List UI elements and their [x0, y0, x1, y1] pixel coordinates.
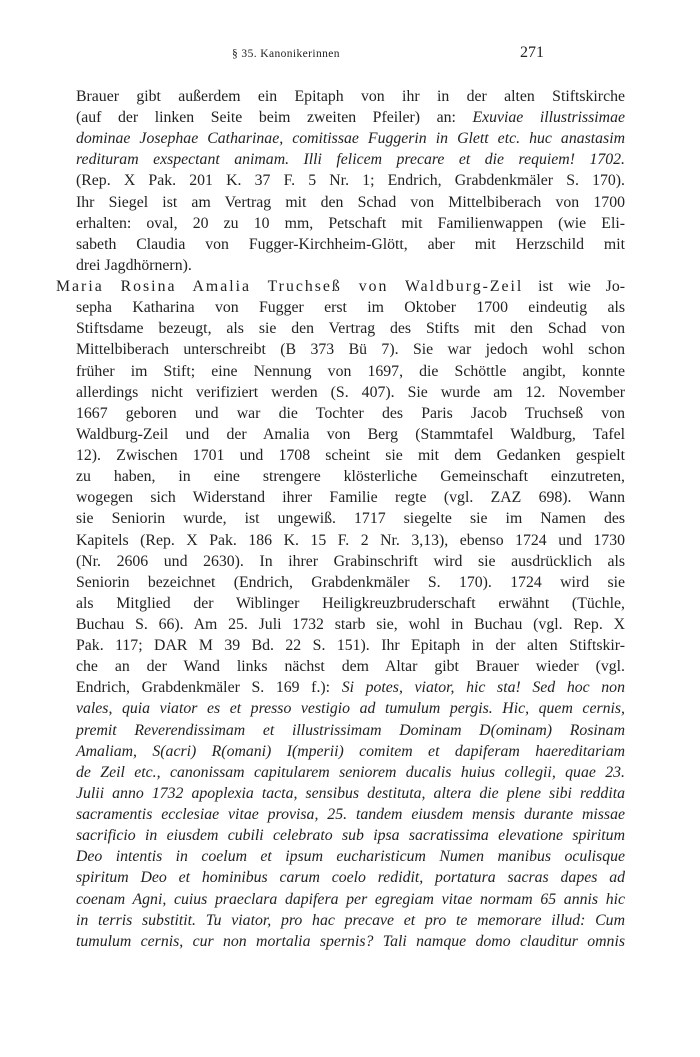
text-run: drei Jagdhörnern). — [76, 256, 192, 274]
text-line — [76, 129, 625, 149]
text-run: 12). Zwischen 1701 und 1708 scheint sie mit dem Gedanken gespielt — [76, 447, 625, 465]
text-run: (Nr. 2606 und 2630). In ihrer Grabinschrift wird sie ausdrücklich als — [76, 552, 625, 570]
latin-quote: de Zeil etc., canonissam capitularem seniorem ducalis huius collegii, quae 23. — [76, 763, 625, 781]
latin-quote: in terris substitit. Tu viator, pro hac precave et pro te memorare illud: Cum — [76, 911, 625, 929]
latin-quote: tumulum cernis, cur non mortalia spernis? Tali namque domo clauditur omnis — [76, 932, 625, 950]
text-run: sie Seniorin wurde, ist ungewiß. 1717 siegelte sie im Namen des — [76, 510, 625, 528]
text-run: früher im Stift; eine Nennung von 1697, die Schöttle angibt, konnte — [76, 362, 625, 380]
text-run: Stiftsdame bezeugt, als sie den Vertrag des Stifts mit den Schad von — [76, 320, 625, 338]
text-line — [76, 784, 625, 804]
text-line — [76, 467, 625, 487]
latin-quote: redituram exspectant animam. Illi felicem precare et die requiem! 1702. — [76, 151, 625, 169]
text-line — [76, 171, 625, 191]
text-run: Seniorin bezeichnet (Endrich, Grabdenkmäler S. 170). 1724 wird sie — [76, 573, 625, 591]
latin-quote: sacrificio in eiusdem cubili celebrato sub ipsa sacratissima elevatione spiritum — [76, 827, 625, 845]
latin-quote: sacramentis ecclesiae vitae provisa, 25. tandem eiusdem mensis durante missae — [76, 806, 625, 824]
text-line — [76, 826, 625, 846]
text-run: allerdings nicht verifiziert werden (S. 407). Sie wurde am 12. November — [76, 383, 625, 401]
text-line — [76, 805, 625, 825]
text-line — [76, 678, 625, 698]
text-line — [76, 340, 625, 360]
text-line — [76, 256, 192, 276]
text-run: wogegen sich Widerstand ihrer Familie regte (vgl. ZAZ 698). Wann — [76, 489, 625, 507]
latin-quote: spiritum Deo et hominibus carum coelo redidit, portatura sacras dapes ad — [76, 869, 625, 887]
text-line — [76, 214, 625, 234]
text-run: (auf der linken Seite beim zweiten Pfeiler) an: — [76, 109, 473, 127]
latin-quote: Deo intentis in coelum et ipsum eucharisticum Numen manibus oculisque — [76, 848, 625, 866]
text-line — [76, 87, 625, 107]
text-run: (Rep. X Pak. 201 K. 37 F. 5 Nr. 1; Endrich, Grabdenkmäler S. 170). — [76, 172, 625, 190]
text-run: Mittelbiberach unterschreibt (B 373 Bü 7). Sie war jedoch wohl schon — [76, 341, 625, 359]
text-line — [76, 193, 625, 213]
text-line — [76, 531, 625, 551]
text-line — [76, 509, 625, 529]
text-run: Pak. 117; DAR M 39 Bd. 22 S. 151). Ihr Epitaph in der alten Stiftskir- — [76, 637, 625, 655]
text-line — [76, 488, 625, 508]
text-line — [76, 657, 625, 677]
text-line — [76, 615, 625, 635]
text-run: Brauer gibt außerdem ein Epitaph von ihr in der alten Stiftskirche — [76, 88, 625, 105]
text-line — [76, 847, 625, 867]
text-line — [76, 721, 625, 741]
latin-quote: Si potes, viator, hic sta! Sed hoc non — [341, 679, 625, 697]
text-line — [76, 594, 625, 614]
latin-quote: coenam Agni, cuius praeclara dapifera per egregiam vitae normam 65 annis hic — [76, 890, 625, 908]
text-run: che an der Wand links nächst dem Altar gibt Brauer wieder (vgl. — [76, 658, 625, 676]
text-line — [76, 150, 625, 170]
page-number: 271 — [520, 44, 544, 61]
page-header — [0, 44, 700, 68]
text-line — [76, 362, 625, 382]
text-run: erhalten: oval, 20 zu 10 mm, Petschaft mit Familienwappen (wie Eli- — [76, 214, 625, 232]
text-line — [76, 890, 625, 910]
text-line — [76, 636, 625, 656]
latin-quote: Exuviae illustrissimae — [472, 109, 625, 127]
text-line — [76, 868, 625, 888]
text-run: Waldburg-Zeil und der Amalia von Berg (Stammtafel Waldburg, Tafel — [76, 425, 625, 443]
text-line — [76, 742, 625, 762]
text-run: sepha Katharina von Fugger erst im Oktober 1700 eindeutig als — [76, 299, 625, 317]
entry-heading-line — [56, 277, 625, 297]
text-line — [76, 298, 625, 318]
text-run: zu haben, in eine strengere klösterliche Gemeinschaft einzutreten, — [76, 468, 625, 486]
entry-name: Maria Rosina Amalia Truchseß von Waldburg-Zeil — [56, 278, 524, 296]
text-line — [76, 763, 625, 783]
text-line — [76, 911, 625, 931]
text-run: Buchau S. 66). Am 25. Juli 1732 starb sie, wohl in Buchau (vgl. Rep. X — [76, 616, 625, 633]
text-line — [76, 573, 625, 593]
text-line — [76, 446, 625, 466]
latin-quote: Amaliam, S(acri) R(omani) I(mperii) comitem et dapiferam haereditariam — [76, 742, 625, 760]
text-line — [76, 235, 625, 255]
text-run: Ihr Siegel ist am Vertrag mit den Schad von Mittelbiberach von 1700 — [76, 193, 625, 211]
running-head: § 35. Kanonikerinnen — [232, 48, 340, 60]
text-run: 1667 geboren und war die Tochter des Paris Jacob Truchseß von — [76, 404, 625, 422]
text-run: sabeth Claudia von Fugger-Kirchheim-Glött, aber mit Herzschild mit — [76, 235, 625, 253]
text-line — [76, 425, 625, 445]
latin-quote: premit Reverendissimam et illustrissimam Dominam D(ominam) Rosinam — [76, 721, 625, 739]
text-line — [76, 319, 625, 339]
text-line — [76, 932, 625, 952]
text-run: Endrich, Grabdenkmäler S. 169 f.): — [76, 679, 342, 697]
text-line — [76, 699, 625, 719]
latin-quote: Julii anno 1732 apoplexia tacta, sensibus destituta, altera die plene sibi reddita — [76, 784, 625, 802]
text-run: Kapitels (Rep. X Pak. 186 K. 15 F. 2 Nr. 3,13), ebenso 1724 und 1730 — [76, 531, 625, 549]
text-run: ist wie Jo- — [523, 278, 625, 296]
text-line — [76, 552, 625, 572]
text-run: als Mitglied der Wiblinger Heiligkreuzbruderschaft erwähnt (Tüchle, — [76, 594, 625, 612]
latin-quote: vales, quia viator es et presso vestigio ad tumulum pergis. Hic, quem cernis, — [76, 700, 625, 718]
text-line — [76, 404, 625, 424]
text-line — [76, 108, 625, 128]
text-line — [76, 383, 625, 403]
latin-quote: dominae Josephae Catharinae, comitissae Fuggerin in Glett etc. huc anastasim — [76, 130, 625, 148]
